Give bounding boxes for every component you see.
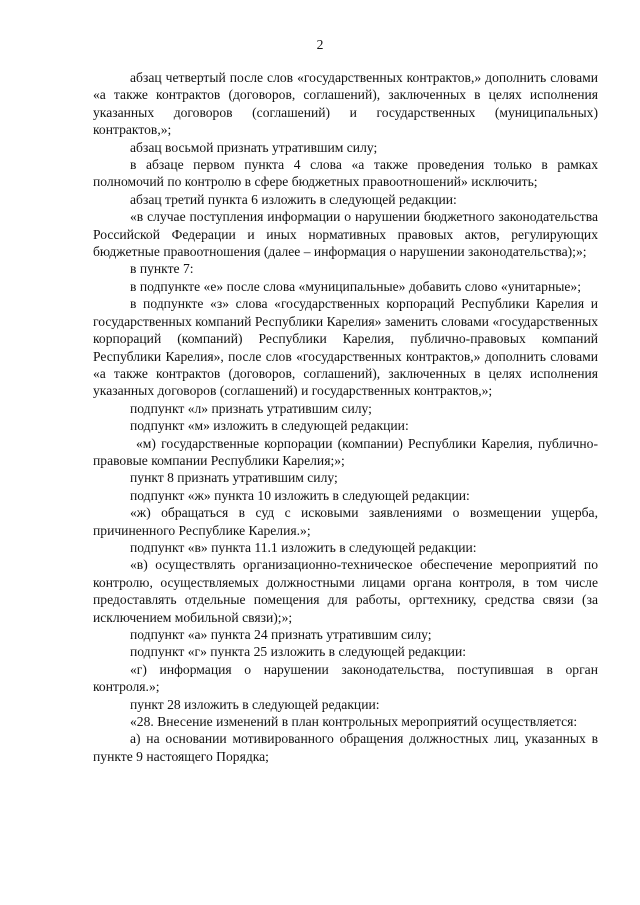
paragraph: подпункт «м» изложить в следующей редакции: — [130, 418, 409, 434]
page-number: 2 — [316, 37, 324, 52]
paragraph: подпункт «в» пункта 11.1 изложить в следующей редакции: — [130, 539, 477, 555]
paragraph: а) на основании мотивированного обращения должностных лиц, указанных в пункте 9 настоящего Порядка; — [93, 731, 598, 764]
paragraph: подпункт «ж» пункта 10 изложить в следующей редакции: — [130, 487, 470, 503]
paragraph: подпункт «л» признать утратившим силу; — [130, 400, 372, 416]
paragraph: «м) государственные корпорации (компании) Республики Карелия, публично-правовые компании Республики Карелия;»; — [93, 435, 598, 468]
paragraph: в пункте 7: — [130, 261, 194, 277]
paragraph: абзац третий пункта 6 изложить в следующей редакции: — [130, 191, 457, 207]
paragraph: «в) осуществлять организационно-техническое обеспечение мероприятий по контролю, осуществляемых должностными лицами органа контроля, в том числе предоставлять отдельные помещения для работы, оргтехнику, средства связи (за исключением мобильной связи);»; — [93, 557, 598, 625]
paragraph: «28. Внесение изменений в план контрольных мероприятий осуществляется: — [130, 714, 578, 730]
paragraph: «ж) обращаться в суд с исковыми заявлениями о возмещении ущерба, причиненного Республике Карелия.»; — [93, 505, 598, 538]
paragraph: пункт 8 признать утратившим силу; — [130, 470, 338, 486]
paragraph: абзац восьмой признать утратившим силу; — [130, 139, 378, 155]
paragraph: «г) информация о нарушении законодательства, поступившая в орган контроля.»; — [93, 661, 598, 695]
paragraph: пункт 28 изложить в следующей редакции: — [130, 696, 380, 712]
paragraph: абзац четвертый после слов «государственных контрактов,» дополнить словами «а также контрактов (договоров, соглашений), заключенных в целях исполнения указанных договоров (соглашений) и государственных (муниципальных) контрактов,»; — [93, 70, 598, 138]
paragraph: подпункт «а» пункта 24 признать утратившим силу; — [130, 627, 432, 642]
paragraph: подпункт «г» пункта 25 изложить в следующей редакции: — [130, 644, 467, 660]
document-body — [93, 69, 598, 765]
paragraph: в абзаце первом пункта 4 слова «а также проведения только в рамках полномочий по контролю в сфере бюджетных правоотношений» исключить; — [93, 157, 598, 190]
paragraph: в подпункте «з» слова «государственных корпораций Республики Карелия и государственных компаний Республики Карелия» заменить словами «государственных корпораций (компаний) Республики Карелия, публично-правовых компаний Республики Карелия», после слов «государственных контрактов,» дополнить словами «а также контрактов (договоров, соглашений), заключенных в целях исполнения указанных договоров (соглашений) и государственных контрактов,»; — [93, 296, 598, 399]
paragraph: «в случае поступления информации о нарушении бюджетного законодательства Российской Федерации и иных нормативных правовых актов, регулирующих бюджетные правоотношения (далее – информация о нарушении законодательства);»; — [93, 209, 598, 260]
paragraph: в подпункте «е» после слова «муниципальные» добавить слово «унитарные»; — [130, 278, 581, 294]
